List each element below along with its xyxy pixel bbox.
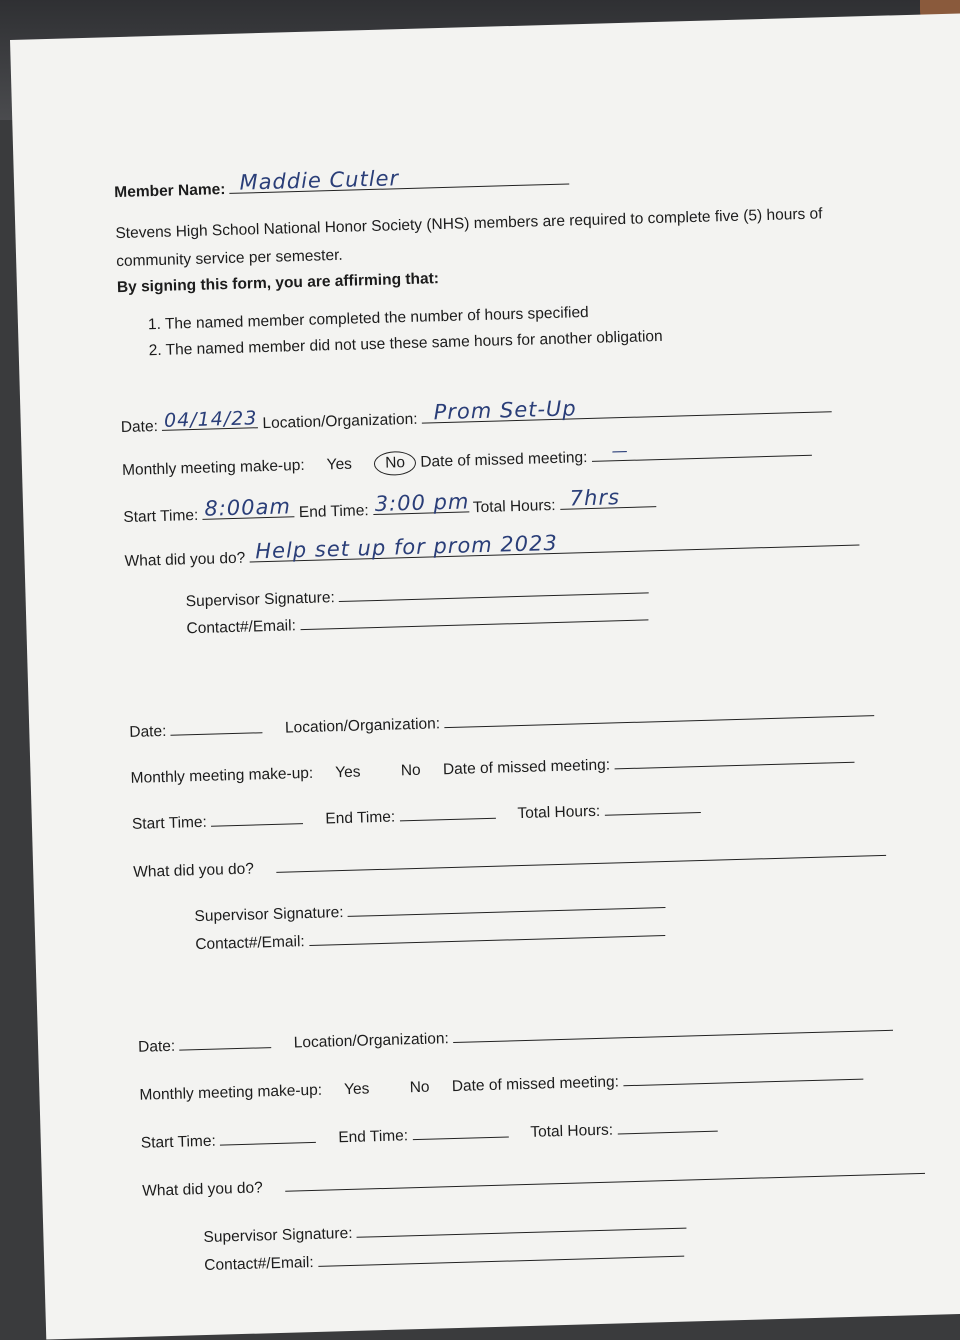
start-label: Start Time:: [123, 506, 199, 527]
entry-3-what-row: [142, 1159, 925, 1201]
contact-field[interactable]: [318, 1242, 684, 1267]
entry-1-date-row: [121, 397, 832, 437]
total-label: Total Hours:: [472, 496, 556, 517]
entry-3-makeup-row: [139, 1065, 863, 1105]
total-value: 7hrs: [569, 485, 621, 511]
missed-field[interactable]: [614, 748, 854, 770]
missed-label: Date of missed meeting:: [442, 756, 611, 779]
entry-3-time-row: [141, 1117, 718, 1153]
missed-label: Date of missed meeting:: [451, 1073, 620, 1096]
missed-label: Date of missed meeting:: [420, 449, 588, 471]
what-value: Help set up for prom 2023: [254, 530, 559, 564]
form-paper: [10, 12, 960, 1339]
end-value: 3:00 pm: [374, 489, 470, 516]
total-label: Total Hours:: [517, 802, 601, 823]
location-label: Location/Organization:: [293, 1030, 450, 1052]
contact-field[interactable]: [309, 921, 665, 946]
makeup-no-circled[interactable]: No: [374, 451, 416, 476]
entry-3-date-row: [138, 1016, 893, 1057]
contact-label: Contact#/Email:: [204, 1254, 314, 1275]
start-value: 8:00am: [204, 494, 292, 521]
date-label: Date:: [120, 418, 159, 437]
contact-label: Contact#/Email:: [195, 933, 305, 954]
makeup-yes[interactable]: Yes: [343, 1080, 370, 1099]
start-field[interactable]: [211, 809, 303, 827]
total-field[interactable]: [617, 1117, 717, 1135]
location-label: Location/Organization:: [262, 410, 418, 433]
intro-line-2: community service per semester.: [115, 246, 343, 271]
start-label: Start Time:: [131, 813, 208, 833]
date-field[interactable]: [162, 407, 258, 432]
supervisor-label: Supervisor Signature:: [203, 1224, 353, 1247]
entry-1-makeup-row: [122, 440, 812, 483]
entry-1-what-row: [124, 530, 859, 571]
entry-3-contact-row: [204, 1242, 684, 1275]
makeup-yes[interactable]: Yes: [326, 455, 353, 474]
location-field[interactable]: [422, 397, 832, 423]
makeup-label: Monthly meeting make-up:: [121, 456, 305, 480]
affirm-item-1: 1. The named member completed the number of hours specified: [147, 303, 589, 334]
makeup-yes[interactable]: Yes: [335, 763, 361, 782]
total-label: Total Hours:: [530, 1121, 614, 1141]
location-field[interactable]: [453, 1016, 893, 1043]
what-label: What did you do?: [141, 1179, 264, 1200]
entry-2-contact-row: [195, 921, 665, 954]
total-field[interactable]: [604, 798, 700, 816]
supervisor-label: Supervisor Signature:: [185, 589, 335, 611]
location-label: Location/Organization:: [284, 715, 441, 737]
entry-3-supervisor-row: [203, 1214, 687, 1247]
date-field[interactable]: [170, 718, 262, 736]
end-label: End Time:: [325, 808, 396, 828]
total-field[interactable]: [560, 485, 656, 511]
what-field[interactable]: [249, 530, 859, 562]
makeup-label: Monthly meeting make-up:: [139, 1081, 323, 1104]
supervisor-label: Supervisor Signature:: [194, 904, 344, 926]
affirm-heading: By signing this form, you are affirming that:: [116, 270, 440, 297]
date-label: Date:: [129, 722, 167, 741]
member-name-field[interactable]: [229, 166, 569, 195]
start-field[interactable]: [202, 494, 294, 521]
start-field[interactable]: [220, 1128, 316, 1146]
supervisor-field[interactable]: [348, 893, 666, 917]
missed-field[interactable]: [591, 441, 811, 462]
what-field[interactable]: [285, 1159, 925, 1192]
entry-2-time-row: [132, 798, 701, 834]
member-name-label: Member Name:: [114, 181, 226, 202]
makeup-no[interactable]: No: [409, 1078, 430, 1097]
contact-field[interactable]: [300, 605, 648, 630]
entry-2-date-row: [129, 701, 874, 742]
end-field[interactable]: [412, 1123, 508, 1141]
location-value: Prom Set-Up: [433, 396, 577, 425]
missed-value: —: [611, 440, 629, 461]
form-content: [114, 145, 914, 1275]
what-label: What did you do?: [133, 860, 255, 881]
location-field[interactable]: [444, 701, 874, 728]
end-field[interactable]: [399, 804, 495, 822]
what-field[interactable]: [276, 841, 886, 873]
member-name-row: [114, 166, 570, 202]
date-label: Date:: [137, 1037, 176, 1056]
entry-2-supervisor-row: [194, 893, 666, 926]
contact-label: Contact#/Email:: [186, 617, 297, 638]
affirm-item-2: 2. The named member did not use these same hours for another obligation: [148, 327, 663, 360]
end-label: End Time:: [298, 502, 369, 522]
supervisor-field[interactable]: [357, 1214, 687, 1238]
entry-2-makeup-row: [130, 748, 854, 788]
intro-line-1: Stevens High School National Honor Society (NHS) members are required to complete five (5) hours of: [115, 205, 823, 243]
what-label: What did you do?: [124, 549, 246, 570]
date-value: 04/14/23: [163, 407, 258, 432]
end-label: End Time:: [338, 1127, 409, 1147]
makeup-label: Monthly meeting make-up:: [130, 764, 314, 787]
start-label: Start Time:: [140, 1132, 217, 1152]
member-name-value: Maddie Cutler: [239, 166, 400, 195]
end-field[interactable]: [373, 489, 470, 516]
entry-1-time-row: [123, 485, 656, 527]
date-field[interactable]: [179, 1033, 271, 1051]
entry-1-contact-row: [186, 605, 648, 638]
entry-2-what-row: [133, 841, 886, 882]
makeup-no[interactable]: No: [400, 761, 421, 780]
missed-field[interactable]: [623, 1065, 863, 1087]
supervisor-field[interactable]: [339, 578, 649, 602]
